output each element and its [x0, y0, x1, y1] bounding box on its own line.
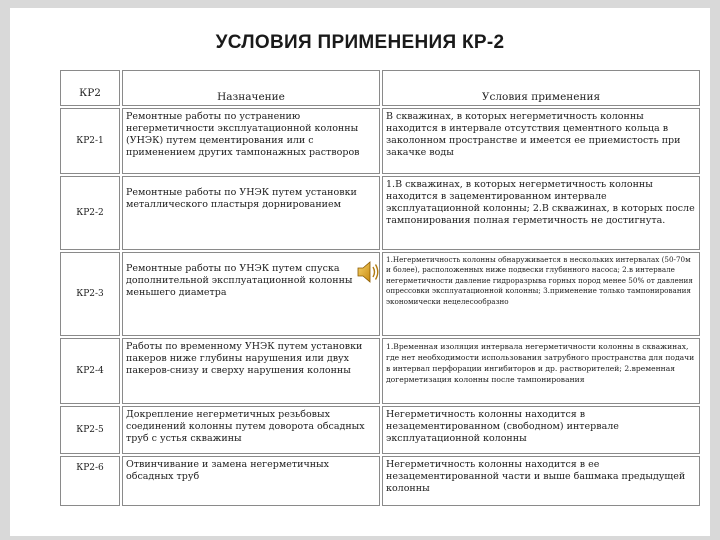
row-conditions: Негерметичность колонны находится в ее незацементированной части и выше башмака предыдущей колонны — [382, 456, 700, 506]
row-conditions: В скважинах, в которых негерметичность колонны находится в интервале отсутствия цементного кольца в заколонном пространстве и имеется ее приемистость при закачке воды — [382, 108, 700, 174]
header-code: КР2 — [60, 70, 120, 106]
row-conditions: Негерметичность колонны находится в незацементированном (свободном) интервале эксплуатационной колонны — [382, 406, 700, 454]
slide — [10, 8, 710, 536]
row-purpose: Ремонтные работы по УНЭК путем спуска дополнительной эксплуатационной колонны меньшего диаметра — [122, 252, 380, 336]
slide-title: УСЛОВИЯ ПРИМЕНЕНИЯ КР-2 — [215, 32, 505, 53]
row-purpose: Работы по временному УНЭК путем установки пакеров ниже глубины нарушения или двух пакеров-снизу и сверху нарушения колонны — [122, 338, 380, 404]
row-purpose: Докрепление негерметичных резьбовых соединений колонны путем доворота обсадных труб с устья скважины — [122, 406, 380, 454]
row-conditions: 1.Временная изоляция интервала негерметичности колонны в скважинах, где нет необходимости использования затрубного пространства для подачи в интервал перфорации ингибиторов и др. растворителей; 2.временная догерметизация колонны после тампонирования — [382, 338, 700, 404]
header-conditions: Условия применения — [382, 70, 700, 106]
table-header-row — [60, 70, 700, 106]
table-row — [60, 456, 700, 506]
header-purpose: Назначение — [122, 70, 380, 106]
row-purpose: Ремонтные работы по УНЭК путем установки металлического пластыря дорнированием — [122, 176, 380, 250]
table-row — [60, 406, 700, 454]
table-row — [60, 338, 700, 404]
table-row — [60, 176, 700, 250]
row-purpose: Отвинчивание и замена негерметичных обсадных труб — [122, 456, 380, 506]
row-conditions: 1.Негерметичность колонны обнаруживается в нескольких интервалах (50-70м и более), расположенных ниже подвески глубинного насоса; 2.в интервале негерметичности давление гидроразрыва горных пород менее 50% от давления опрессовки эксплуатационной колонны; 3.применение только тампонирования экономически нецелесообразно — [382, 252, 700, 336]
speaker-icon[interactable] — [355, 260, 381, 284]
table-row — [60, 108, 700, 174]
row-code: КР2-2 — [60, 176, 120, 250]
row-code: КР2-3 — [60, 252, 120, 336]
row-code: КР2-5 — [60, 406, 120, 454]
conditions-table — [58, 68, 702, 508]
row-code: КР2-4 — [60, 338, 120, 404]
row-conditions: 1.В скважинах, в которых негерметичность колонны находится в зацементированном интервале эксплуатационной колонны; 2.В скважинах, в которых после тампонирования полная герметичность не достигнута. — [382, 176, 700, 250]
row-code: КР2-6 — [60, 456, 120, 506]
row-purpose: Ремонтные работы по устранению негерметичности эксплуатационной колонны (УНЭК) путем цементирования или с применением других тампонажных растворов — [122, 108, 380, 174]
row-code: КР2-1 — [60, 108, 120, 174]
